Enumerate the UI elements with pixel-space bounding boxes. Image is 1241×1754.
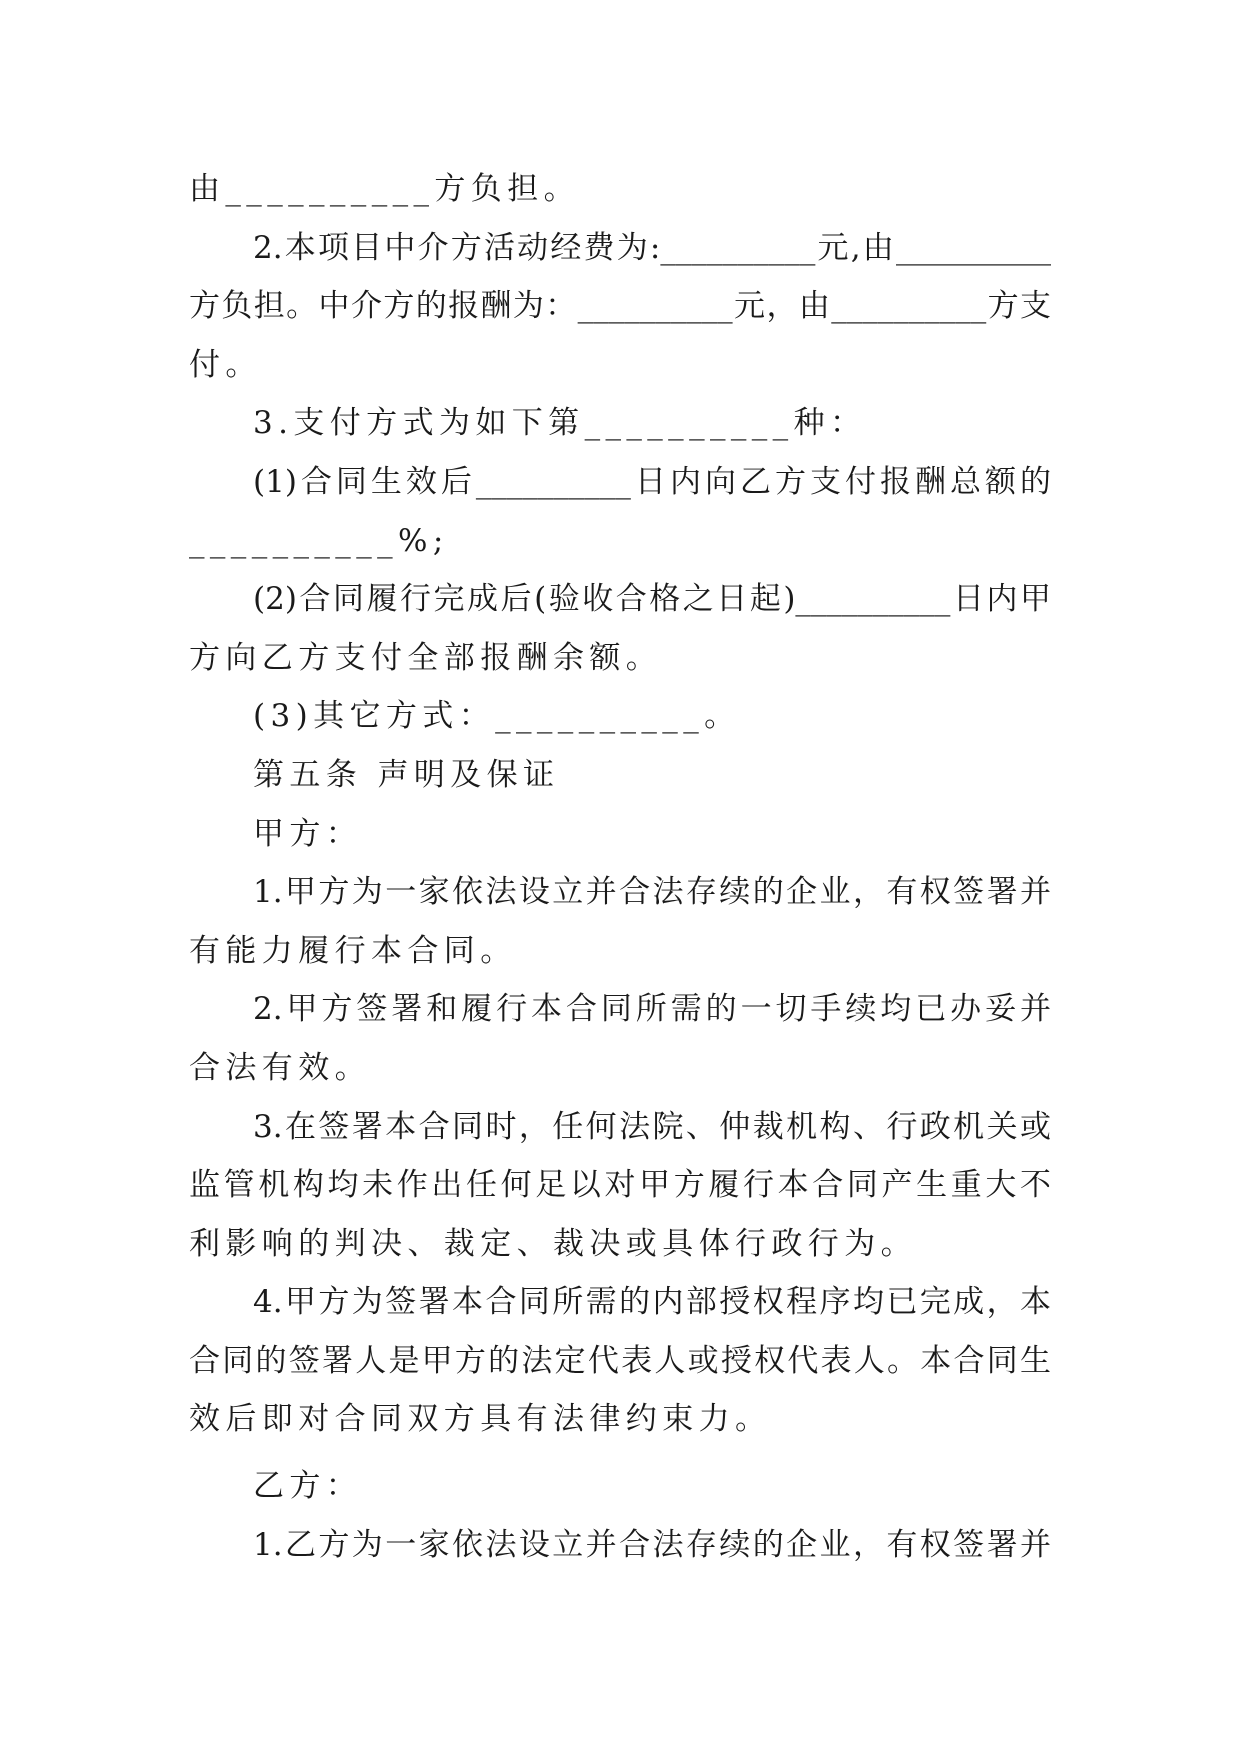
party-heading: 乙方：	[253, 1468, 363, 1505]
text-line: 方向乙方支付全部报酬余额。	[189, 639, 663, 676]
text-line: 方负担。中介方的报酬为：__________元，由__________方支	[189, 288, 1051, 325]
text-line: 付。	[189, 346, 262, 383]
text-line: 监管机构均未作出任何足以对甲方履行本合同产生重大不	[189, 1167, 1051, 1204]
text-line: 有能力履行本合同。	[189, 932, 517, 969]
spacer	[189, 1449, 1051, 1457]
text-line: 1.甲方为一家依法设立并合法存续的企业，有权签署并	[253, 874, 1051, 911]
text-line: 2.甲方签署和履行本合同所需的一切手续均已办妥并	[253, 991, 1051, 1028]
text-line: 合法有效。	[189, 1049, 371, 1086]
text-line: (2)合同履行完成后(验收合格之日起)__________日内甲	[253, 581, 1051, 618]
text-line: 3.支付方式为如下第__________种：	[253, 405, 867, 442]
text-line: (1)合同生效后__________日内向乙方支付报酬总额的	[253, 463, 1051, 500]
document-body	[189, 160, 1051, 1574]
text-line: 利影响的判决、裁定、裁决或具体行政行为。	[189, 1225, 917, 1262]
text-line: 合同的签署人是甲方的法定代表人或授权代表人。本合同生	[189, 1342, 1051, 1379]
section-heading: 第五条 声明及保证	[253, 756, 560, 793]
text-line: 效后即对合同双方具有法律约束力。	[189, 1401, 772, 1438]
text-line: 1.乙方为一家依法设立并合法存续的企业，有权签署并	[253, 1526, 1051, 1563]
text-line: __________%;	[189, 522, 449, 559]
text-line: 由__________方负担。	[189, 171, 580, 207]
text-line: 3.在签署本合同时，任何法院、仲裁机构、行政机关或	[253, 1108, 1051, 1145]
party-heading: 甲方：	[253, 815, 363, 852]
text-line: 2.本项目中介方活动经费为:__________元,由__________	[253, 229, 1051, 266]
text-line: 4.甲方为签署本合同所需的内部授权程序均已完成，本	[253, 1284, 1051, 1321]
text-line: (3)其它方式：__________。	[253, 698, 741, 735]
